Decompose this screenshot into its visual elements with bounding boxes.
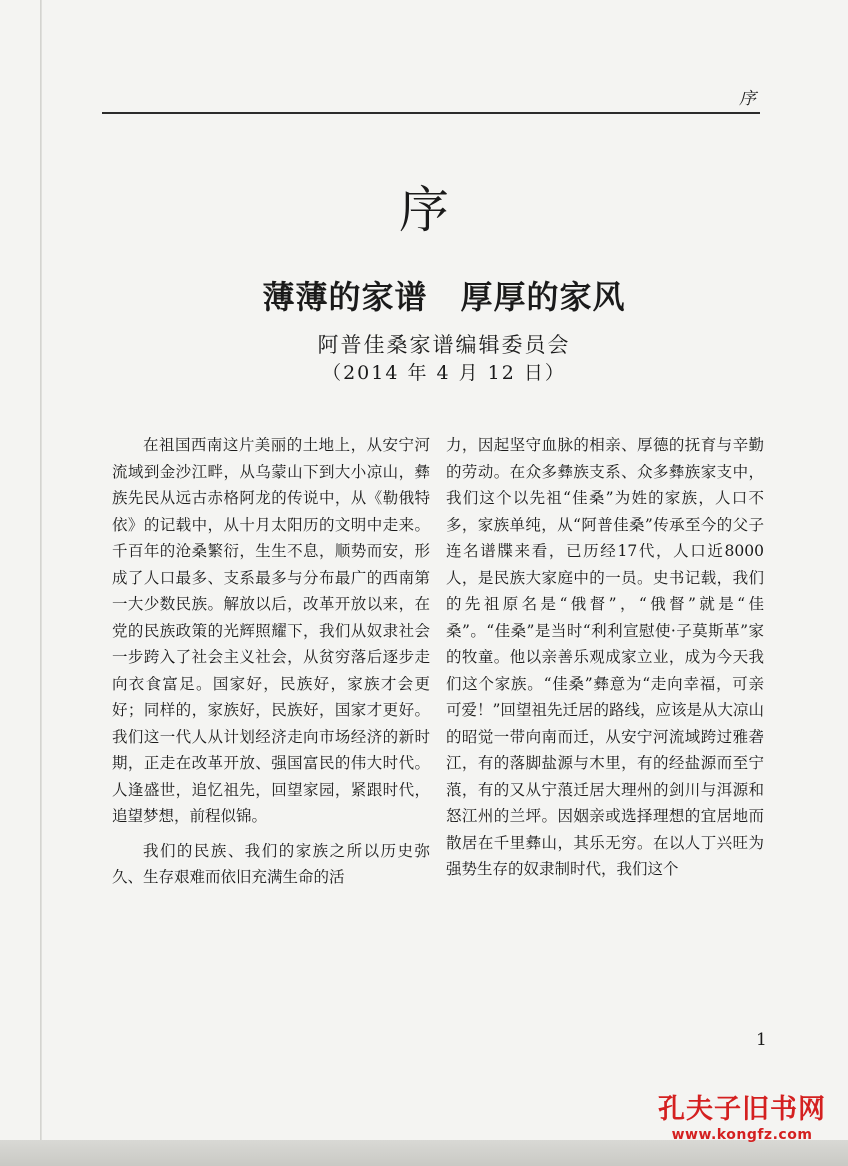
header-rule bbox=[102, 112, 760, 114]
watermark-title: 孔夫子旧书网 bbox=[658, 1094, 826, 1125]
article-date: （2014 年 4 月 12 日） bbox=[322, 362, 566, 384]
article-title: 薄薄的家谱 厚厚的家风 bbox=[262, 278, 626, 316]
watermark-url: www.kongfz.com bbox=[671, 1127, 813, 1143]
section-title: 序 bbox=[399, 181, 449, 239]
site-watermark bbox=[658, 1094, 826, 1144]
running-head: 序 bbox=[739, 89, 756, 109]
body-column-right bbox=[446, 432, 764, 883]
article-author: 阿普佳桑家谱编辑委员会 bbox=[317, 333, 571, 357]
page-number: 1 bbox=[756, 1030, 767, 1050]
paragraph: 我们的民族、我们的家族之所以历史弥久、生存艰难而依旧充满生命的活 bbox=[112, 841, 430, 886]
paragraph: 在祖国西南这片美丽的土地上，从安宁河流域到金沙江畔，从乌蒙山下到大小凉山，彝族先民从远古赤格阿龙的传说中，从《勒俄特依》的记载中，从十月太阳历的文明中走来。千百年的沧桑繁衍，生生不息，顺势而安，形成了人口最多、支系最多与分布最广的西南第一大少数民族。解放以后，改革开放以来，在党的民族政策的光辉照耀下，我们从奴隶社会一步跨入了社会主义社会，从贫穷落后逐步走向衣食富足。国家好，民族好，家族才会更好；同样的，家族好，民族好，国家才更好。我们这一代人从计划经济走向市场经济的新时期，正走在改革开放、强国富民的伟大时代。人逢盛世，追忆祖先，回望家园，紧跟时代，追望梦想，前程似锦。 bbox=[112, 436, 430, 825]
paragraph: 力，因起坚守血脉的相亲、厚德的抚育与辛勤的劳动。在众多彝族支系、众多彝族家支中，我们这个以先祖“佳桑”为姓的家族，人口不多，家族单纯，从“阿普佳桑”传承至今的父子连名谱牒来看，已历经17代，人口近8000人，是民族大家庭中的一员。史书记载，我们的先祖原名是“俄督”，“俄督”就是“佳桑”。“佳桑”是当时“利利宣慰使·子莫斯革”家的牧童。他以亲善乐观成家立业，成为今天我们这个家族。“佳桑”彝意为“走向幸福，可亲可爱！”回望祖先迁居的路线，应该是从大凉山的昭觉一带向南而迁，从安宁河流域跨过雅砻江，有的落脚盐源与木里，有的经盐源而至宁蒗，有的又从宁蒗迁居大理州的剑川与洱源和怒江州的兰坪。因姻亲或选择理想的宜居地而散居在千里彝山，其乐无穷。在以人丁兴旺为强势生存的奴隶制时代，我们这个 bbox=[446, 436, 764, 878]
body-column-left bbox=[112, 432, 430, 891]
